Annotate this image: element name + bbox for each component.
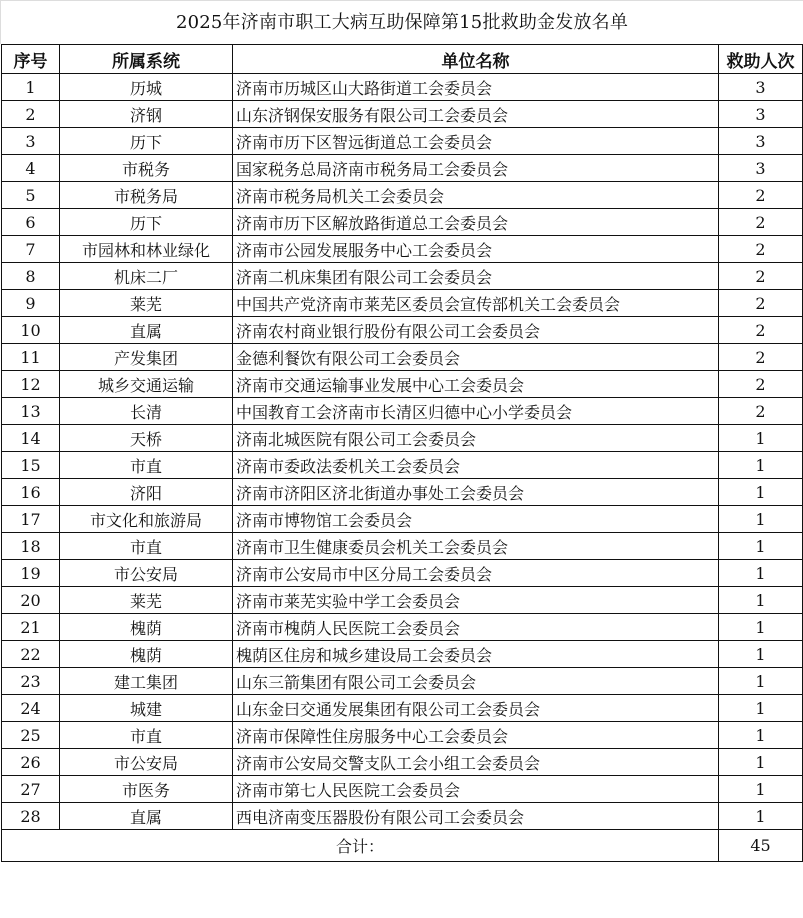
total-label: 合计：: [2, 830, 719, 862]
header-system: 所属系统: [60, 45, 233, 74]
total-value: 45: [719, 830, 803, 862]
cell-relief-count: 1: [719, 695, 803, 722]
cell-serial-number: 28: [2, 803, 60, 830]
header-unit-name: 单位名称: [233, 45, 719, 74]
cell-serial-number: 27: [2, 776, 60, 803]
table-body: [2, 74, 803, 830]
cell-unit-name: 济南农村商业银行股份有限公司工会委员会: [233, 317, 719, 344]
cell-serial-number: 20: [2, 587, 60, 614]
cell-unit-name: 国家税务总局济南市税务局工会委员会: [233, 155, 719, 182]
cell-system: 市医务: [60, 776, 233, 803]
cell-relief-count: 2: [719, 209, 803, 236]
cell-unit-name: 济南市第七人民医院工会委员会: [233, 776, 719, 803]
cell-system: 直属: [60, 317, 233, 344]
cell-system: 市税务局: [60, 182, 233, 209]
cell-serial-number: 3: [2, 128, 60, 155]
cell-system: 产发集团: [60, 344, 233, 371]
cell-system: 莱芜: [60, 587, 233, 614]
cell-relief-count: 1: [719, 560, 803, 587]
cell-system: 城建: [60, 695, 233, 722]
table-row: [2, 668, 803, 695]
table-row: [2, 290, 803, 317]
cell-relief-count: 2: [719, 398, 803, 425]
cell-system: 建工集团: [60, 668, 233, 695]
cell-unit-name: 济南市槐荫人民医院工会委员会: [233, 614, 719, 641]
cell-serial-number: 13: [2, 398, 60, 425]
cell-system: 市直: [60, 722, 233, 749]
cell-system: 直属: [60, 803, 233, 830]
cell-relief-count: 1: [719, 425, 803, 452]
cell-relief-count: 1: [719, 641, 803, 668]
cell-serial-number: 7: [2, 236, 60, 263]
cell-serial-number: 26: [2, 749, 60, 776]
table-row: [2, 263, 803, 290]
table-row: [2, 641, 803, 668]
table-row: [2, 776, 803, 803]
cell-unit-name: 中国教育工会济南市长清区归德中心小学委员会: [233, 398, 719, 425]
cell-unit-name: 济南市历下区智远街道总工会委员会: [233, 128, 719, 155]
cell-relief-count: 1: [719, 587, 803, 614]
cell-serial-number: 18: [2, 533, 60, 560]
cell-system: 市公安局: [60, 749, 233, 776]
cell-serial-number: 1: [2, 74, 60, 101]
cell-system: 历下: [60, 128, 233, 155]
cell-system: 历城: [60, 74, 233, 101]
table-row: [2, 371, 803, 398]
cell-unit-name: 山东三箭集团有限公司工会委员会: [233, 668, 719, 695]
table-row: [2, 128, 803, 155]
cell-unit-name: 济南市交通运输事业发展中心工会委员会: [233, 371, 719, 398]
table-row: [2, 317, 803, 344]
cell-system: 市园林和林业绿化: [60, 236, 233, 263]
table-row: [2, 74, 803, 101]
table-row: [2, 209, 803, 236]
table-row: [2, 344, 803, 371]
table-row: [2, 803, 803, 830]
cell-relief-count: 2: [719, 182, 803, 209]
cell-relief-count: 1: [719, 506, 803, 533]
table-row: [2, 425, 803, 452]
cell-relief-count: 1: [719, 776, 803, 803]
cell-relief-count: 1: [719, 479, 803, 506]
cell-relief-count: 1: [719, 803, 803, 830]
cell-relief-count: 3: [719, 128, 803, 155]
cell-system: 市税务: [60, 155, 233, 182]
table-row: [2, 452, 803, 479]
table-row: [2, 155, 803, 182]
cell-unit-name: 中国共产党济南市莱芜区委员会宣传部机关工会委员会: [233, 290, 719, 317]
cell-relief-count: 2: [719, 290, 803, 317]
cell-relief-count: 2: [719, 344, 803, 371]
cell-serial-number: 24: [2, 695, 60, 722]
document-title: 2025年济南市职工大病互助保障第15批救助金发放名单: [0, 0, 803, 44]
cell-system: 济阳: [60, 479, 233, 506]
cell-unit-name: 济南市莱芜实验中学工会委员会: [233, 587, 719, 614]
cell-relief-count: 2: [719, 371, 803, 398]
cell-serial-number: 21: [2, 614, 60, 641]
cell-system: 市直: [60, 452, 233, 479]
cell-unit-name: 济南市公园发展服务中心工会委员会: [233, 236, 719, 263]
cell-serial-number: 9: [2, 290, 60, 317]
cell-unit-name: 山东金曰交通发展集团有限公司工会委员会: [233, 695, 719, 722]
cell-unit-name: 济南市博物馆工会委员会: [233, 506, 719, 533]
cell-system: 市公安局: [60, 560, 233, 587]
cell-serial-number: 11: [2, 344, 60, 371]
cell-serial-number: 25: [2, 722, 60, 749]
table-row: [2, 101, 803, 128]
table-row: [2, 398, 803, 425]
cell-unit-name: 济南北城医院有限公司工会委员会: [233, 425, 719, 452]
cell-system: 槐荫: [60, 641, 233, 668]
cell-serial-number: 22: [2, 641, 60, 668]
cell-unit-name: 济南市历城区山大路街道工会委员会: [233, 74, 719, 101]
cell-unit-name: 济南市公安局市中区分局工会委员会: [233, 560, 719, 587]
cell-unit-name: 济南市保障性住房服务中心工会委员会: [233, 722, 719, 749]
cell-relief-count: 1: [719, 533, 803, 560]
cell-relief-count: 1: [719, 722, 803, 749]
cell-system: 槐荫: [60, 614, 233, 641]
cell-system: 市文化和旅游局: [60, 506, 233, 533]
table-row: [2, 695, 803, 722]
cell-serial-number: 17: [2, 506, 60, 533]
table-row: [2, 182, 803, 209]
cell-unit-name: 济南市济阳区济北街道办事处工会委员会: [233, 479, 719, 506]
table-row: [2, 506, 803, 533]
cell-relief-count: 3: [719, 74, 803, 101]
cell-serial-number: 8: [2, 263, 60, 290]
cell-unit-name: 济南市公安局交警支队工会小组工会委员会: [233, 749, 719, 776]
cell-relief-count: 1: [719, 668, 803, 695]
cell-unit-name: 济南市委政法委机关工会委员会: [233, 452, 719, 479]
cell-relief-count: 2: [719, 317, 803, 344]
cell-serial-number: 15: [2, 452, 60, 479]
table-total-row: [2, 830, 803, 862]
cell-serial-number: 16: [2, 479, 60, 506]
cell-unit-name: 槐荫区住房和城乡建设局工会委员会: [233, 641, 719, 668]
cell-serial-number: 5: [2, 182, 60, 209]
table-row: [2, 236, 803, 263]
table-row: [2, 587, 803, 614]
table-row: [2, 614, 803, 641]
cell-system: 莱芜: [60, 290, 233, 317]
cell-system: 城乡交通运输: [60, 371, 233, 398]
cell-serial-number: 12: [2, 371, 60, 398]
table-row: [2, 479, 803, 506]
table-row: [2, 722, 803, 749]
cell-relief-count: 1: [719, 452, 803, 479]
cell-serial-number: 10: [2, 317, 60, 344]
header-relief-count: 救助人次: [719, 45, 803, 74]
cell-system: 市直: [60, 533, 233, 560]
cell-relief-count: 2: [719, 236, 803, 263]
cell-system: 长清: [60, 398, 233, 425]
cell-unit-name: 山东济钢保安服务有限公司工会委员会: [233, 101, 719, 128]
cell-relief-count: 1: [719, 749, 803, 776]
table-row: [2, 533, 803, 560]
cell-serial-number: 4: [2, 155, 60, 182]
cell-serial-number: 2: [2, 101, 60, 128]
cell-unit-name: 济南市卫生健康委员会机关工会委员会: [233, 533, 719, 560]
cell-system: 济钢: [60, 101, 233, 128]
cell-unit-name: 济南二机床集团有限公司工会委员会: [233, 263, 719, 290]
cell-serial-number: 14: [2, 425, 60, 452]
cell-serial-number: 23: [2, 668, 60, 695]
header-serial-number: 序号: [2, 45, 60, 74]
cell-unit-name: 济南市税务局机关工会委员会: [233, 182, 719, 209]
cell-relief-count: 1: [719, 614, 803, 641]
cell-serial-number: 6: [2, 209, 60, 236]
cell-relief-count: 2: [719, 263, 803, 290]
cell-unit-name: 济南市历下区解放路街道总工会委员会: [233, 209, 719, 236]
cell-system: 机床二厂: [60, 263, 233, 290]
cell-system: 历下: [60, 209, 233, 236]
cell-relief-count: 3: [719, 101, 803, 128]
cell-relief-count: 3: [719, 155, 803, 182]
cell-unit-name: 西电济南变压器股份有限公司工会委员会: [233, 803, 719, 830]
cell-system: 天桥: [60, 425, 233, 452]
table-row: [2, 560, 803, 587]
cell-serial-number: 19: [2, 560, 60, 587]
table-header-row: [2, 45, 803, 74]
relief-list-table: [1, 44, 803, 862]
cell-unit-name: 金德利餐饮有限公司工会委员会: [233, 344, 719, 371]
table-row: [2, 749, 803, 776]
